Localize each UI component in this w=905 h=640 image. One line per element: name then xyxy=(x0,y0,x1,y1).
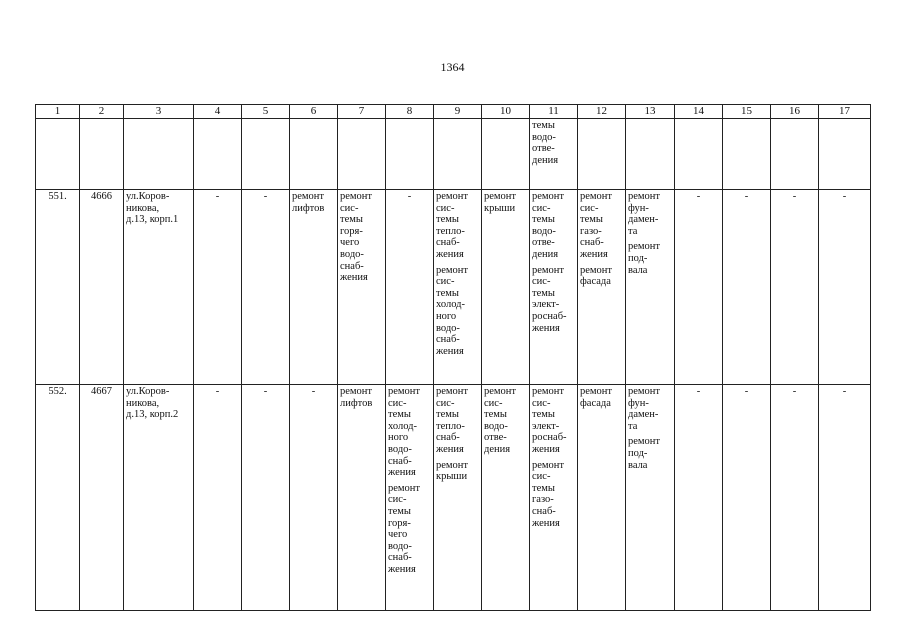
work-item-line: сис- xyxy=(532,397,551,409)
work-item xyxy=(532,386,575,456)
work-item-line: вала xyxy=(628,459,648,471)
table-row xyxy=(36,190,871,385)
cell-line: д.13, корп.1 xyxy=(126,214,179,226)
work-item-line: водо- xyxy=(436,322,460,334)
cell-col-6: - xyxy=(290,385,338,611)
work-item-line: снаб- xyxy=(580,237,604,249)
column-header-7: 7 xyxy=(338,105,386,119)
cell-col-8 xyxy=(386,119,434,190)
work-item-line: ремонт xyxy=(340,191,373,202)
work-item xyxy=(388,483,431,576)
cell-col-11 xyxy=(530,119,578,190)
work-item-line: водо- xyxy=(388,540,412,552)
work-item-line: горя- xyxy=(388,517,411,529)
cell-col-7 xyxy=(338,119,386,190)
cell-col-10 xyxy=(482,119,530,190)
work-item xyxy=(292,191,335,214)
work-item-line: роснаб- xyxy=(532,310,567,322)
work-item-line: снаб- xyxy=(388,455,412,467)
address xyxy=(124,385,194,611)
work-item-line: фасада xyxy=(580,276,611,288)
work-item-line: элект- xyxy=(532,299,560,311)
work-item-line: ремонт xyxy=(580,191,613,202)
cell-col-4: - xyxy=(194,190,242,385)
column-header-17: 17 xyxy=(819,105,871,119)
work-item-line: ремонт xyxy=(340,386,373,397)
cell-col-12 xyxy=(578,190,626,385)
cell-col-6 xyxy=(290,190,338,385)
work-item xyxy=(436,460,479,483)
work-item-line: темы xyxy=(532,287,555,299)
work-item-line: водо- xyxy=(340,248,364,260)
page-number: 1364 xyxy=(440,60,465,74)
cell-col-17: - xyxy=(819,190,871,385)
work-item-line: холод- xyxy=(436,299,465,311)
work-item-line: сис- xyxy=(340,202,359,214)
work-item-line: элект- xyxy=(532,420,560,432)
cell-col-9 xyxy=(434,190,482,385)
work-item xyxy=(484,386,527,456)
work-item xyxy=(484,191,527,214)
cell-col-9 xyxy=(434,119,482,190)
cell-line: ул.Коров- xyxy=(126,191,170,202)
work-item-line: ремонт xyxy=(628,386,661,397)
work-item-line: снаб- xyxy=(388,552,412,564)
work-item xyxy=(436,265,479,358)
work-item-line: сис- xyxy=(436,397,455,409)
cell-line: никова, xyxy=(126,397,160,409)
cell-col-12 xyxy=(578,119,626,190)
work-item-line: жения xyxy=(340,272,368,284)
column-header-12: 12 xyxy=(578,105,626,119)
work-item-line: сис- xyxy=(532,202,551,214)
work-item-line: лифтов xyxy=(340,397,373,409)
cell-line: отве- xyxy=(532,143,555,155)
work-item-line: ремонт xyxy=(532,459,565,471)
work-item-line: горя- xyxy=(340,225,363,237)
work-item-line: снаб- xyxy=(436,237,460,249)
work-item-line: темы xyxy=(532,214,555,226)
work-item-line: жения xyxy=(436,345,464,357)
cell-col-3 xyxy=(124,119,194,190)
work-item-line: водо- xyxy=(532,225,556,237)
work-item-line: темы xyxy=(580,214,603,226)
work-item-line: ремонт xyxy=(436,264,469,276)
work-item-line: темы xyxy=(436,409,459,421)
cell-col-11 xyxy=(530,190,578,385)
work-item-line: ного xyxy=(388,432,409,444)
cell-col-2 xyxy=(80,119,124,190)
work-item-line: ремонт xyxy=(436,191,469,202)
work-item-line: снаб- xyxy=(532,505,556,517)
work-item-line: темы xyxy=(532,482,555,494)
work-item-line: водо- xyxy=(484,420,508,432)
cell-col-17 xyxy=(819,119,871,190)
repair-schedule-table xyxy=(35,104,871,611)
work-item-line: дамен- xyxy=(628,214,659,226)
cell-col-13 xyxy=(626,190,675,385)
work-item-line: снаб- xyxy=(340,260,364,272)
header-row xyxy=(36,105,871,119)
work-item-line: чего xyxy=(340,237,360,249)
row-number: 551. xyxy=(36,190,80,385)
work-item-line: сис- xyxy=(388,494,407,506)
work-item-line: ремонт xyxy=(580,386,613,397)
work-item-line: газо- xyxy=(532,494,554,506)
cell-col-16: - xyxy=(771,385,819,611)
work-item-line: та xyxy=(628,420,638,432)
cell-line: ул.Коров- xyxy=(126,386,170,397)
work-item xyxy=(340,191,383,284)
column-header-14: 14 xyxy=(675,105,723,119)
work-item-line: сис- xyxy=(532,471,551,483)
work-item-line: тепло- xyxy=(436,420,465,432)
cell-line: темы xyxy=(532,120,555,131)
work-item-line: жения xyxy=(388,467,416,479)
work-item-line: ного xyxy=(436,310,457,322)
cell-col-15 xyxy=(723,119,771,190)
cell-col-1 xyxy=(36,119,80,190)
cell-col-5 xyxy=(242,119,290,190)
work-item-line: ремонт xyxy=(628,241,661,253)
work-item-line: роснаб- xyxy=(532,432,567,444)
cell-col-10 xyxy=(482,385,530,611)
work-item-line: фасада xyxy=(580,397,611,409)
work-item-line: фун- xyxy=(628,397,649,409)
work-item-line: под- xyxy=(628,252,648,264)
cell-col-7 xyxy=(338,190,386,385)
work-item-line: чего xyxy=(388,529,408,541)
work-item-line: ремонт xyxy=(292,191,325,202)
work-item xyxy=(628,191,672,237)
work-item-line: дения xyxy=(532,248,559,260)
cell-line: никова, xyxy=(126,202,160,214)
work-item xyxy=(628,436,672,471)
column-header-15: 15 xyxy=(723,105,771,119)
column-header-11: 11 xyxy=(530,105,578,119)
cell-col-9 xyxy=(434,385,482,611)
cell-col-4: - xyxy=(194,385,242,611)
column-header-16: 16 xyxy=(771,105,819,119)
work-item xyxy=(532,460,575,530)
work-item-line: жения xyxy=(436,443,464,455)
column-header-3: 3 xyxy=(124,105,194,119)
work-item-line: жения xyxy=(532,443,560,455)
work-item-line: крыши xyxy=(436,471,468,483)
work-item-line: темы xyxy=(388,505,411,517)
work-item-line: водо- xyxy=(388,443,412,455)
work-item-line: сис- xyxy=(436,202,455,214)
work-item-line: отве- xyxy=(532,237,555,249)
column-header-9: 9 xyxy=(434,105,482,119)
work-item-line: темы xyxy=(340,214,363,226)
work-item-line: темы xyxy=(436,214,459,226)
column-header-8: 8 xyxy=(386,105,434,119)
cell-col-14 xyxy=(675,119,723,190)
work-item-line: та xyxy=(628,225,638,237)
column-header-10: 10 xyxy=(482,105,530,119)
cell-col-15: - xyxy=(723,385,771,611)
row-number: 552. xyxy=(36,385,80,611)
object-code: 4667 xyxy=(80,385,124,611)
column-header-1: 1 xyxy=(36,105,80,119)
cell-col-16: - xyxy=(771,190,819,385)
work-item-line: ремонт xyxy=(532,386,565,397)
work-item-line: сис- xyxy=(580,202,599,214)
work-item-line: ремонт xyxy=(532,264,565,276)
column-header-2: 2 xyxy=(80,105,124,119)
work-item xyxy=(628,386,672,432)
continuation-row xyxy=(36,119,871,190)
work-item-line: ремонт xyxy=(388,386,421,397)
work-item-line: сис- xyxy=(484,397,503,409)
object-code: 4666 xyxy=(80,190,124,385)
work-item-line: дамен- xyxy=(628,409,659,421)
work-item-line: темы xyxy=(388,409,411,421)
work-item-line: сис- xyxy=(436,276,455,288)
address xyxy=(124,190,194,385)
work-item xyxy=(436,191,479,261)
cell-col-5: - xyxy=(242,190,290,385)
table-row xyxy=(36,385,871,611)
work-item-line: снаб- xyxy=(436,334,460,346)
work-item-line: жения xyxy=(580,248,608,260)
work-item xyxy=(628,241,672,276)
cell-col-10 xyxy=(482,190,530,385)
work-item-line: тепло- xyxy=(436,225,465,237)
cell-col-12 xyxy=(578,385,626,611)
cell-line: д.13, корп.2 xyxy=(126,409,179,421)
work-item-line: сис- xyxy=(532,276,551,288)
cell-col-8 xyxy=(386,385,434,611)
cell-col-16 xyxy=(771,119,819,190)
work-item-line: ремонт xyxy=(628,191,661,202)
cell-col-7 xyxy=(338,385,386,611)
work-item-line: холод- xyxy=(388,420,417,432)
column-header-4: 4 xyxy=(194,105,242,119)
cell-col-8: - xyxy=(386,190,434,385)
work-item-line: темы xyxy=(532,409,555,421)
work-item-line: ремонт xyxy=(436,459,469,471)
column-header-13: 13 xyxy=(626,105,675,119)
column-header-6: 6 xyxy=(290,105,338,119)
work-item-line: ремонт xyxy=(484,191,517,202)
cell-col-15: - xyxy=(723,190,771,385)
work-item-line: дения xyxy=(484,443,511,455)
work-item-line: отве- xyxy=(484,432,507,444)
work-item xyxy=(580,265,623,288)
work-item xyxy=(580,386,623,409)
work-item-line: жения xyxy=(532,517,560,529)
work-item-line: лифтов xyxy=(292,202,325,214)
cell-col-11 xyxy=(530,385,578,611)
column-header-5: 5 xyxy=(242,105,290,119)
work-item-line: ремонт xyxy=(532,191,565,202)
work-item-line: крыши xyxy=(484,202,516,214)
cell-col-13 xyxy=(626,385,675,611)
work-item xyxy=(436,386,479,456)
work-item-line: ремонт xyxy=(484,386,517,397)
work-item xyxy=(532,191,575,261)
cell-line: дения xyxy=(532,154,559,166)
cell-col-6 xyxy=(290,119,338,190)
work-item-line: снаб- xyxy=(436,432,460,444)
work-item-line: ремонт xyxy=(388,482,421,494)
work-item-line: ремонт xyxy=(580,264,613,276)
work-item-line: жения xyxy=(388,563,416,575)
cell-col-17: - xyxy=(819,385,871,611)
cell-col-4 xyxy=(194,119,242,190)
work-item-line: жения xyxy=(532,322,560,334)
work-item xyxy=(532,265,575,335)
work-item xyxy=(340,386,383,409)
cell-col-13 xyxy=(626,119,675,190)
work-item-line: фун- xyxy=(628,202,649,214)
cell-col-5: - xyxy=(242,385,290,611)
cell-col-14: - xyxy=(675,190,723,385)
work-item-line: темы xyxy=(436,287,459,299)
work-item-line: ремонт xyxy=(436,386,469,397)
work-item xyxy=(580,191,623,261)
work-item-line: под- xyxy=(628,447,648,459)
cell-col-14: - xyxy=(675,385,723,611)
work-item-line: газо- xyxy=(580,225,602,237)
work-item-line: вала xyxy=(628,264,648,276)
work-item-line: темы xyxy=(484,409,507,421)
work-item-line: сис- xyxy=(388,397,407,409)
work-item-line: жения xyxy=(436,248,464,260)
work-item xyxy=(388,386,431,479)
cell-line: водо- xyxy=(532,131,556,143)
work-item-line: ремонт xyxy=(628,436,661,448)
